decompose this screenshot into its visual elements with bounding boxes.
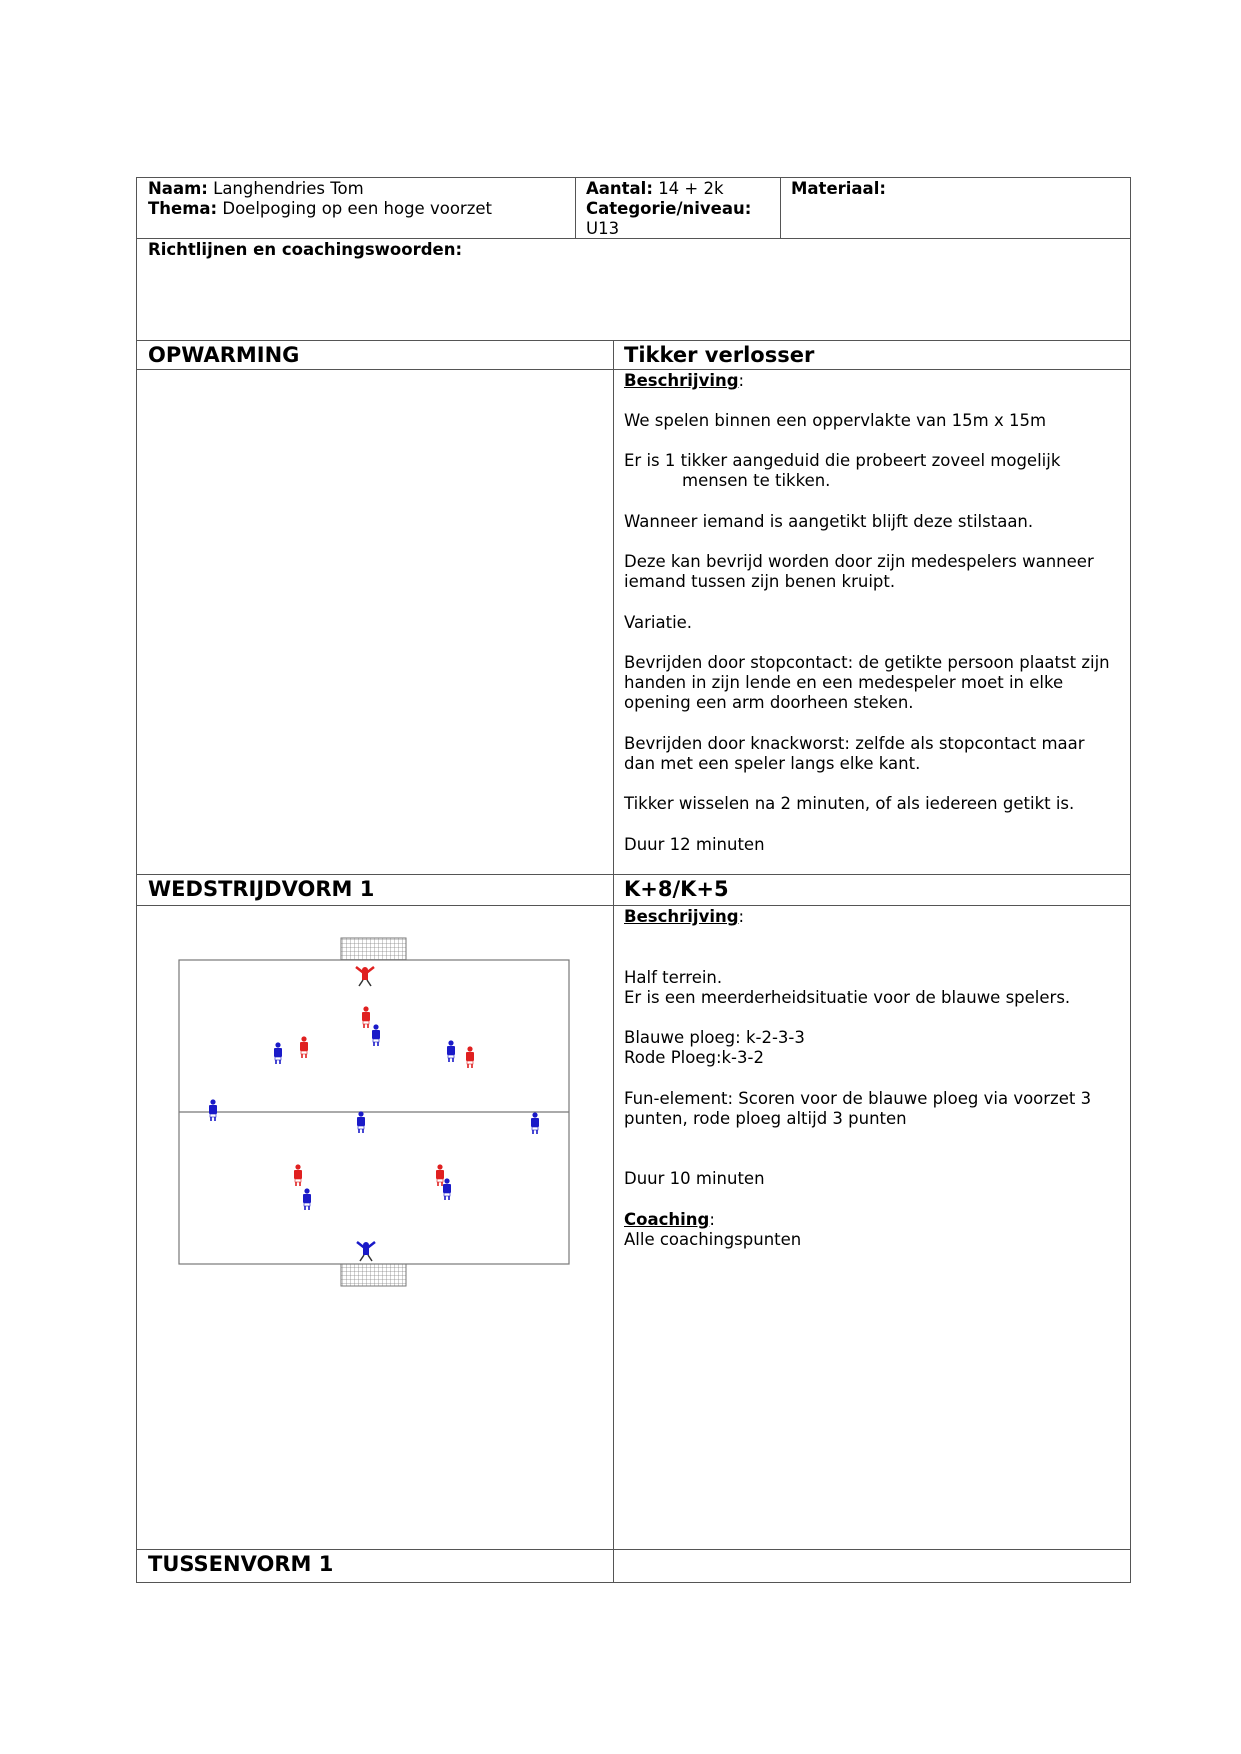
opwarming-title: OPWARMING <box>148 343 300 367</box>
opwarming-line-10: opening een arm doorheen steken. <box>624 693 914 712</box>
thema-label: Thema: <box>148 199 218 218</box>
beschrijving-label: Beschrijving <box>624 907 739 926</box>
col-divider <box>780 177 781 239</box>
opwarming-line-2: Er is 1 tikker aangeduid die probeert zoveel mogelijk <box>624 451 1061 470</box>
row-divider <box>136 238 1131 239</box>
opwarming-line-9: handen in zijn lende en een medespeler moet in elke <box>624 673 1064 692</box>
thema-line <box>148 199 492 219</box>
wedstrijd-line-1: Half terrein. <box>624 968 723 987</box>
colon: : <box>709 1210 715 1229</box>
row-divider <box>136 1549 1131 1550</box>
opwarming-line-14: Duur 12 minuten <box>624 835 765 854</box>
goal-top <box>341 938 406 960</box>
opwarming-line-8: Bevrijden door stopcontact: de getikte persoon plaatst zijn <box>624 653 1110 672</box>
kplus-title: K+8/K+5 <box>624 877 729 901</box>
opwarming-line-6: iemand tussen zijn benen kruipt. <box>624 572 896 591</box>
wedstrijd-line-3: Blauwe ploeg: k-2-3-3 <box>624 1028 805 1047</box>
colon: : <box>738 371 745 390</box>
row-divider <box>136 874 1131 875</box>
field-diagram <box>170 935 580 1290</box>
aantal-value: 14 + 2k <box>658 179 724 198</box>
goal-bottom <box>341 1264 406 1286</box>
categorie-label: Categorie/niveau: <box>586 199 752 218</box>
wedstrijd-line-5: Fun-element: Scoren voor de blauwe ploeg via voorzet 3 <box>624 1089 1092 1108</box>
wedstrijdvorm-title: WEDSTRIJDVORM 1 <box>148 877 375 901</box>
wedstrijd-line-4: Rode Ploeg:k-3-2 <box>624 1048 764 1067</box>
opwarming-line-13: Tikker wisselen na 2 minuten, of als iedereen getikt is. <box>624 794 1075 813</box>
opwarming-line-7: Variatie. <box>624 613 693 632</box>
tikker-title: Tikker verlosser <box>624 343 815 367</box>
aantal-label: Aantal: <box>586 179 653 198</box>
materiaal-label: Materiaal: <box>791 179 886 198</box>
row-divider <box>136 369 1131 370</box>
opwarming-beschrijving <box>624 371 744 391</box>
naam-label: Naam: <box>148 179 208 198</box>
beschrijving-label: Beschrijving <box>624 371 739 390</box>
richtlijnen-label: Richtlijnen en coachingswoorden: <box>148 240 463 259</box>
col-divider <box>575 177 576 239</box>
row-divider <box>136 340 1131 341</box>
row-divider <box>136 905 1131 906</box>
coaching-line <box>624 1210 715 1230</box>
naam-value: Langhendries Tom <box>213 179 364 198</box>
wedstrijd-beschrijving <box>624 907 744 927</box>
thema-value: Doelpoging op een hoge voorzet <box>222 199 492 218</box>
naam-line <box>148 179 364 199</box>
opwarming-line-11: Bevrijden door knackworst: zelfde als stopcontact maar <box>624 734 1085 753</box>
opwarming-line-12: dan met een speler langs elke kant. <box>624 754 921 773</box>
opwarming-line-3: mensen te tikken. <box>682 471 831 490</box>
wedstrijd-line-7: Duur 10 minuten <box>624 1169 765 1188</box>
wedstrijd-line-2: Er is een meerderheidsituatie voor de blauwe spelers. <box>624 988 1071 1007</box>
aantal-line <box>586 179 724 199</box>
colon: : <box>738 907 745 926</box>
opwarming-line-1: We spelen binnen een oppervlakte van 15m x 15m <box>624 411 1047 430</box>
tussenvorm-title: TUSSENVORM 1 <box>148 1552 334 1576</box>
wedstrijd-line-6: punten, rode ploeg altijd 3 punten <box>624 1109 907 1128</box>
opwarming-line-5: Deze kan bevrijd worden door zijn medespelers wanneer <box>624 552 1094 571</box>
categorie-value: U13 <box>586 219 620 238</box>
coaching-label: Coaching <box>624 1210 710 1229</box>
coaching-text: Alle coachingspunten <box>624 1230 802 1249</box>
opwarming-line-4: Wanneer iemand is aangetikt blijft deze stilstaan. <box>624 512 1034 531</box>
col-divider <box>613 340 614 1583</box>
